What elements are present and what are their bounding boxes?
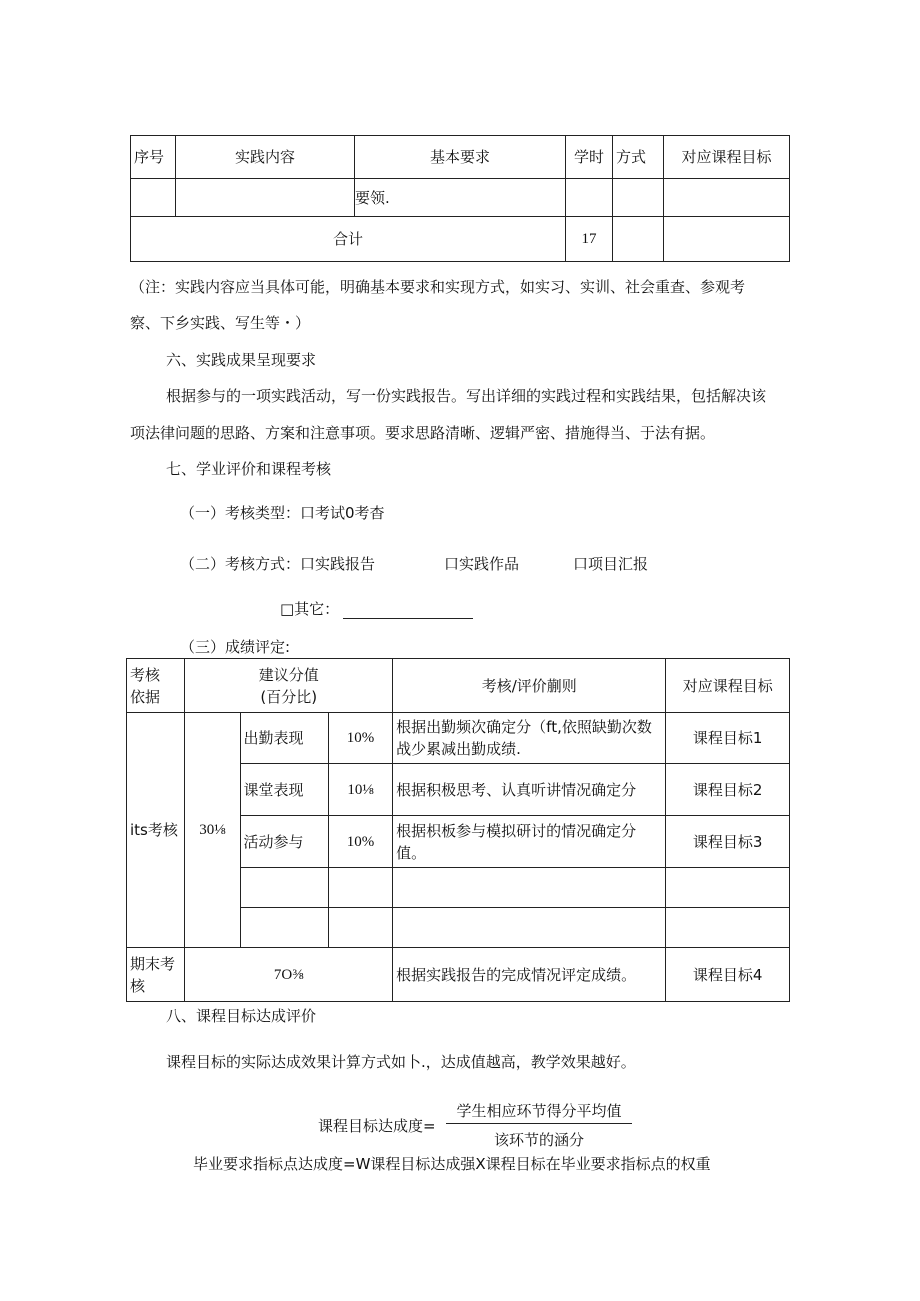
row-pct: 10%	[328, 713, 392, 764]
row-rule: 根据积极思考、认真听讲情况确定分	[393, 764, 666, 816]
final-rule: 根据实践报告的完成情况评定成绩。	[393, 948, 666, 1002]
exam-other-label: □其它：	[280, 600, 340, 618]
cell-hours	[566, 179, 613, 217]
th-score: 建议分值 (百分比)	[185, 659, 393, 713]
grade-label: （三）成绩评定:	[180, 638, 291, 656]
th-goal: 对应课程目标	[664, 136, 790, 179]
row-pct: 10⅛	[328, 764, 392, 816]
cell-content	[176, 179, 355, 217]
row-goal: 课程目标1	[666, 713, 790, 764]
row-item: 课堂表现	[240, 764, 328, 816]
note-line1: （注：实践内容应当具体可能，明确基本要求和实现方式，如实习、实训、社会重查、参观考	[130, 278, 746, 296]
th-basis: 考核 依据	[127, 659, 185, 713]
group1-pct: 30⅛	[185, 713, 240, 948]
note-line2: 察、下乡实践、写生等・）	[130, 314, 311, 332]
th-hours: 学时	[566, 136, 613, 179]
row-goal: 课程目标2	[666, 764, 790, 816]
formula1-denominator: 该环节的涵分	[493, 1131, 584, 1149]
section8-line1: 课程目标的实际达成效果计算方式如卜.，达成值越高，教学效果越好。	[166, 1053, 636, 1071]
practice-table	[130, 135, 790, 262]
formula2: 毕业要求指标点达成度=W课程目标达成强X课程目标在毕业要求指标点的权重	[193, 1155, 711, 1173]
group1-label: its考核	[127, 713, 185, 948]
row-rule: 根据枳板参与模拟研讨的情况确定分值。	[393, 816, 666, 868]
section6-title: 六、实践成果呈现要求	[166, 351, 317, 369]
final-goal: 课程目标4	[666, 948, 790, 1002]
final-label: 期末考 核	[127, 948, 185, 1002]
row-item: 活动参与	[240, 816, 328, 868]
total-label: 合计	[131, 217, 566, 262]
exam-method-option2: 口实践作品	[444, 555, 520, 573]
row-goal: 课程目标3	[666, 816, 790, 868]
th-goal2: 对应课程目标	[666, 659, 790, 713]
th-requirement: 基本要求	[355, 136, 566, 179]
section6-line2: 项法律问题的思路、方案和注意事项。要求思路清晰、逻辑严密、措施得当、于法有据。	[130, 424, 716, 442]
exam-other	[280, 598, 473, 619]
formula1-numerator: 学生相应环节得分平均值	[446, 1100, 632, 1124]
exam-method-label: （二）考核方式：口实践报告	[180, 555, 376, 573]
final-pct: 7O⅜	[185, 948, 393, 1002]
row-rule: 根据出勤频次确定分（ft,依照缺勤次数战少累减出勤成绩.	[393, 713, 666, 764]
grading-table	[126, 658, 790, 1002]
section8-title: 八、课程目标达成评价	[166, 1007, 317, 1025]
th-no: 序号	[131, 136, 176, 179]
th-content: 实践内容	[176, 136, 355, 179]
section6-line1: 根据参与的一项实践活动，写一份实践报告。写出详细的实践过程和实践结果，包括解决该	[166, 387, 767, 405]
th-rule: 考核/评价蒯则	[393, 659, 666, 713]
section7-title: 七、学业评价和课程考核	[166, 460, 332, 478]
exam-method-option3: 口项目汇报	[573, 555, 649, 573]
other-blank-line	[343, 604, 473, 619]
cell-goal	[664, 179, 790, 217]
exam-type-line: （一）考核类型：口考试0考杳	[180, 504, 385, 522]
row-item: 出勤表现	[240, 713, 328, 764]
cell-requirement: 要领.	[355, 179, 566, 217]
th-mode: 方式	[613, 136, 664, 179]
formula1-fraction	[446, 1100, 632, 1150]
row-pct: 10%	[328, 816, 392, 868]
total-hours: 17	[566, 217, 613, 262]
cell-no	[131, 179, 176, 217]
formula1-label: 课程目标达成度=	[318, 1117, 436, 1135]
cell-mode	[613, 179, 664, 217]
